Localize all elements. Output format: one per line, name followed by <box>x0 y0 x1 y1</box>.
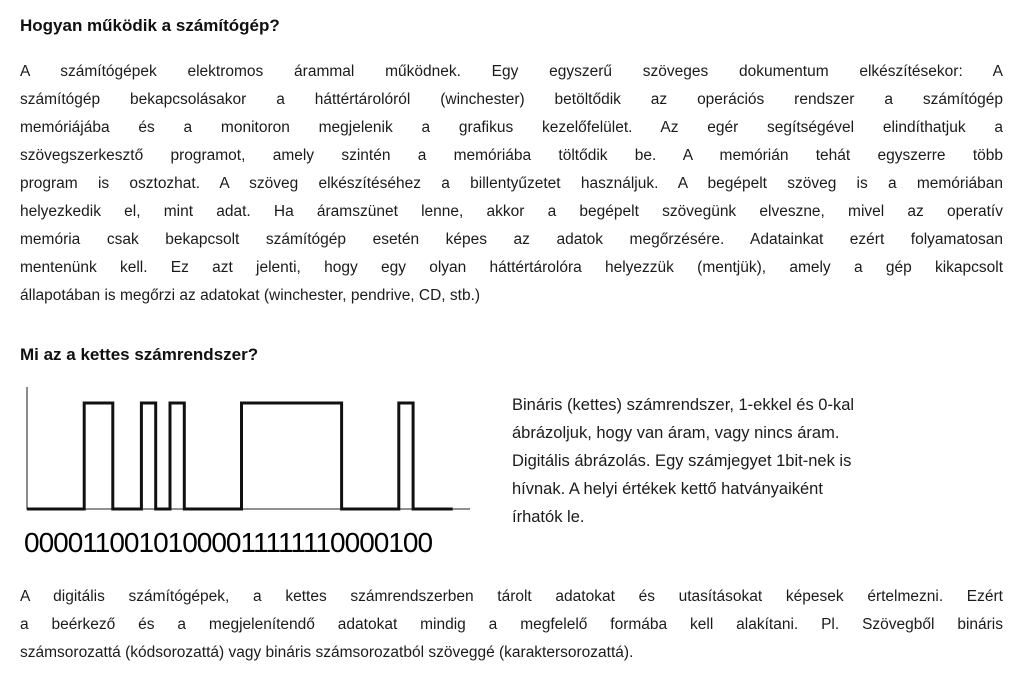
note-line: Digitális ábrázolás. Egy számjegyet 1bit-nek is <box>512 452 852 470</box>
paragraph-line: memóriájába és a monitoron megjelenik a grafikus kezelőfelület. Az egér segítségével elindíthatjuk a <box>20 119 1003 136</box>
paragraph-line: állapotában is megőrzi az adatokat (winchester, pendrive, CD, stb.) <box>20 287 481 304</box>
outro-paragraph <box>20 583 1003 667</box>
paragraph-line: memória csak bekapcsolt számítógép esetén képes az adatok megőrzésére. Adatainkat ezért folyamatosan <box>20 231 1003 248</box>
heading-how-computer-works: Hogyan működik a számítógép? <box>20 16 280 35</box>
paragraph-line: helyezkedik el, mint adat. Ha áramszünet lenne, akkor a begépelt szövegünk elveszne, mivel az operatív <box>20 203 1003 220</box>
intro-paragraph <box>20 58 1003 310</box>
note-line: Bináris (kettes) számrendszer, 1-ekkel és 0-kal <box>512 396 855 414</box>
binary-number-caption: 00001100101000011111110000100 <box>24 527 433 558</box>
note-line: írhatók le. <box>512 508 585 526</box>
digital-signal-waveform-chart <box>20 385 500 513</box>
binary-waveform-figure <box>20 385 500 558</box>
heading-binary-number-system: Mi az a kettes számrendszer? <box>20 345 259 364</box>
paragraph-line: a beérkező és a megjelenítendő adatokat mindig a megfelelő formába kell alakítani. Pl. Szövegből bináris <box>20 616 1003 633</box>
paragraph-line: program is osztozhat. A szöveg elkészítéséhez a billentyűzetet használjuk. A begépelt szöveg is a memóriában <box>20 175 1003 192</box>
note-line: hívnak. A helyi értékek kettő hatványaiként <box>512 480 823 498</box>
binary-figure-row <box>20 385 1003 558</box>
note-line: ábrázoljuk, hogy van áram, vagy nincs áram. <box>512 424 840 442</box>
binary-description-note <box>512 385 854 531</box>
paragraph-line: számsorozattá (kódsorozattá) vagy bináris számsorozatból szöveggé (karaktersorozattá). <box>20 644 634 661</box>
paragraph-line: A digitális számítógépek, a kettes számrendszerben tárolt adatokat és utasításokat képesek értelmezni. Ezért <box>20 588 1003 605</box>
paragraph-line: számítógép bekapcsolásakor a háttértárolóról (winchester) betöltődik az operációs rendszer a számítógép <box>20 91 1003 108</box>
paragraph-line: mentenünk kell. Ez azt jelenti, hogy egy olyan háttértárolóra helyezzük (mentjük), amely a gép kikapcsolt <box>20 259 1003 276</box>
paragraph-line: szövegszerkesztő programot, amely szintén a memóriába töltődik be. A memórián tehát egyszerre több <box>20 147 1003 164</box>
paragraph-line: A számítógépek elektromos árammal működnek. Egy egyszerű szöveges dokumentum elkészítésekor: A <box>20 63 1003 80</box>
